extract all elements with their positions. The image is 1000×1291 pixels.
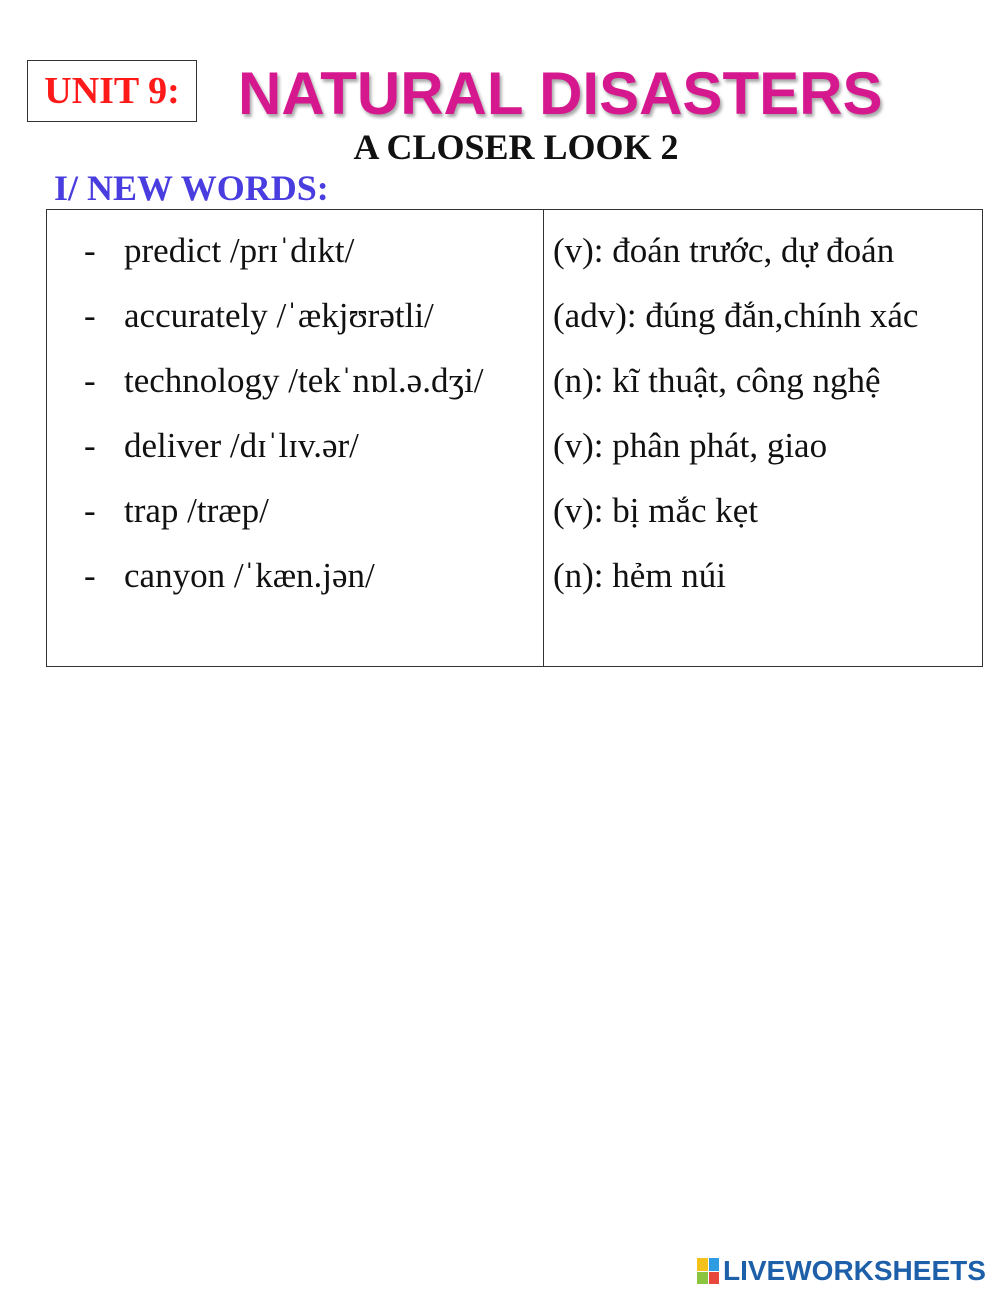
vocabulary-meaning: (n): kĩ thuật, công nghệ bbox=[553, 361, 881, 400]
vocabulary-meaning: (v): bị mắc kẹt bbox=[553, 491, 759, 530]
bullet-dash: - bbox=[84, 426, 96, 465]
bullet-dash: - bbox=[84, 231, 96, 270]
vocabulary-meaning: (adv): đúng đắn,chính xác bbox=[553, 296, 919, 335]
bullet-dash: - bbox=[84, 491, 96, 530]
liveworksheets-logo[interactable] bbox=[697, 1256, 986, 1286]
bullet-dash: - bbox=[84, 361, 96, 400]
vocabulary-meaning: (v): phân phát, giao bbox=[553, 426, 828, 465]
vocabulary-meaning: (n): hẻm núi bbox=[553, 556, 727, 595]
logo-text: LIVEWORKSHEETS bbox=[723, 1255, 986, 1286]
vocabulary-word-row bbox=[47, 228, 543, 293]
vocabulary-word-row bbox=[47, 358, 543, 423]
vocabulary-word-row bbox=[47, 293, 543, 358]
vocabulary-meanings-column bbox=[544, 210, 982, 666]
unit-label: UNIT 9: bbox=[44, 70, 180, 112]
section-heading: I/ NEW WORDS: bbox=[54, 168, 329, 208]
vocabulary-word: trap /træp/ bbox=[124, 491, 269, 530]
vocabulary-table bbox=[46, 209, 983, 667]
liveworksheets-logo-icon bbox=[697, 1258, 719, 1284]
bullet-dash: - bbox=[84, 296, 96, 335]
vocabulary-word-row bbox=[47, 553, 543, 618]
vocabulary-meaning: (v): đoán trước, dự đoán bbox=[553, 231, 895, 270]
vocabulary-word-row bbox=[47, 488, 543, 553]
unit-label-box bbox=[27, 60, 197, 122]
page-subtitle: A CLOSER LOOK 2 bbox=[353, 127, 679, 167]
vocabulary-word-row bbox=[47, 423, 543, 488]
vocabulary-word: technology /tekˈnɒl.ə.dʒi/ bbox=[124, 361, 484, 400]
vocabulary-word: predict /prɪˈdɪkt/ bbox=[124, 231, 355, 270]
page-title: NATURAL DISASTERS bbox=[238, 60, 883, 127]
vocabulary-word: deliver /dɪˈlɪv.ər/ bbox=[124, 426, 359, 465]
vocabulary-word: accurately /ˈækjʊrətli/ bbox=[124, 296, 434, 335]
vocabulary-words-column bbox=[47, 210, 544, 666]
bullet-dash: - bbox=[84, 556, 96, 595]
vocabulary-word: canyon /ˈkæn.jən/ bbox=[124, 556, 375, 595]
